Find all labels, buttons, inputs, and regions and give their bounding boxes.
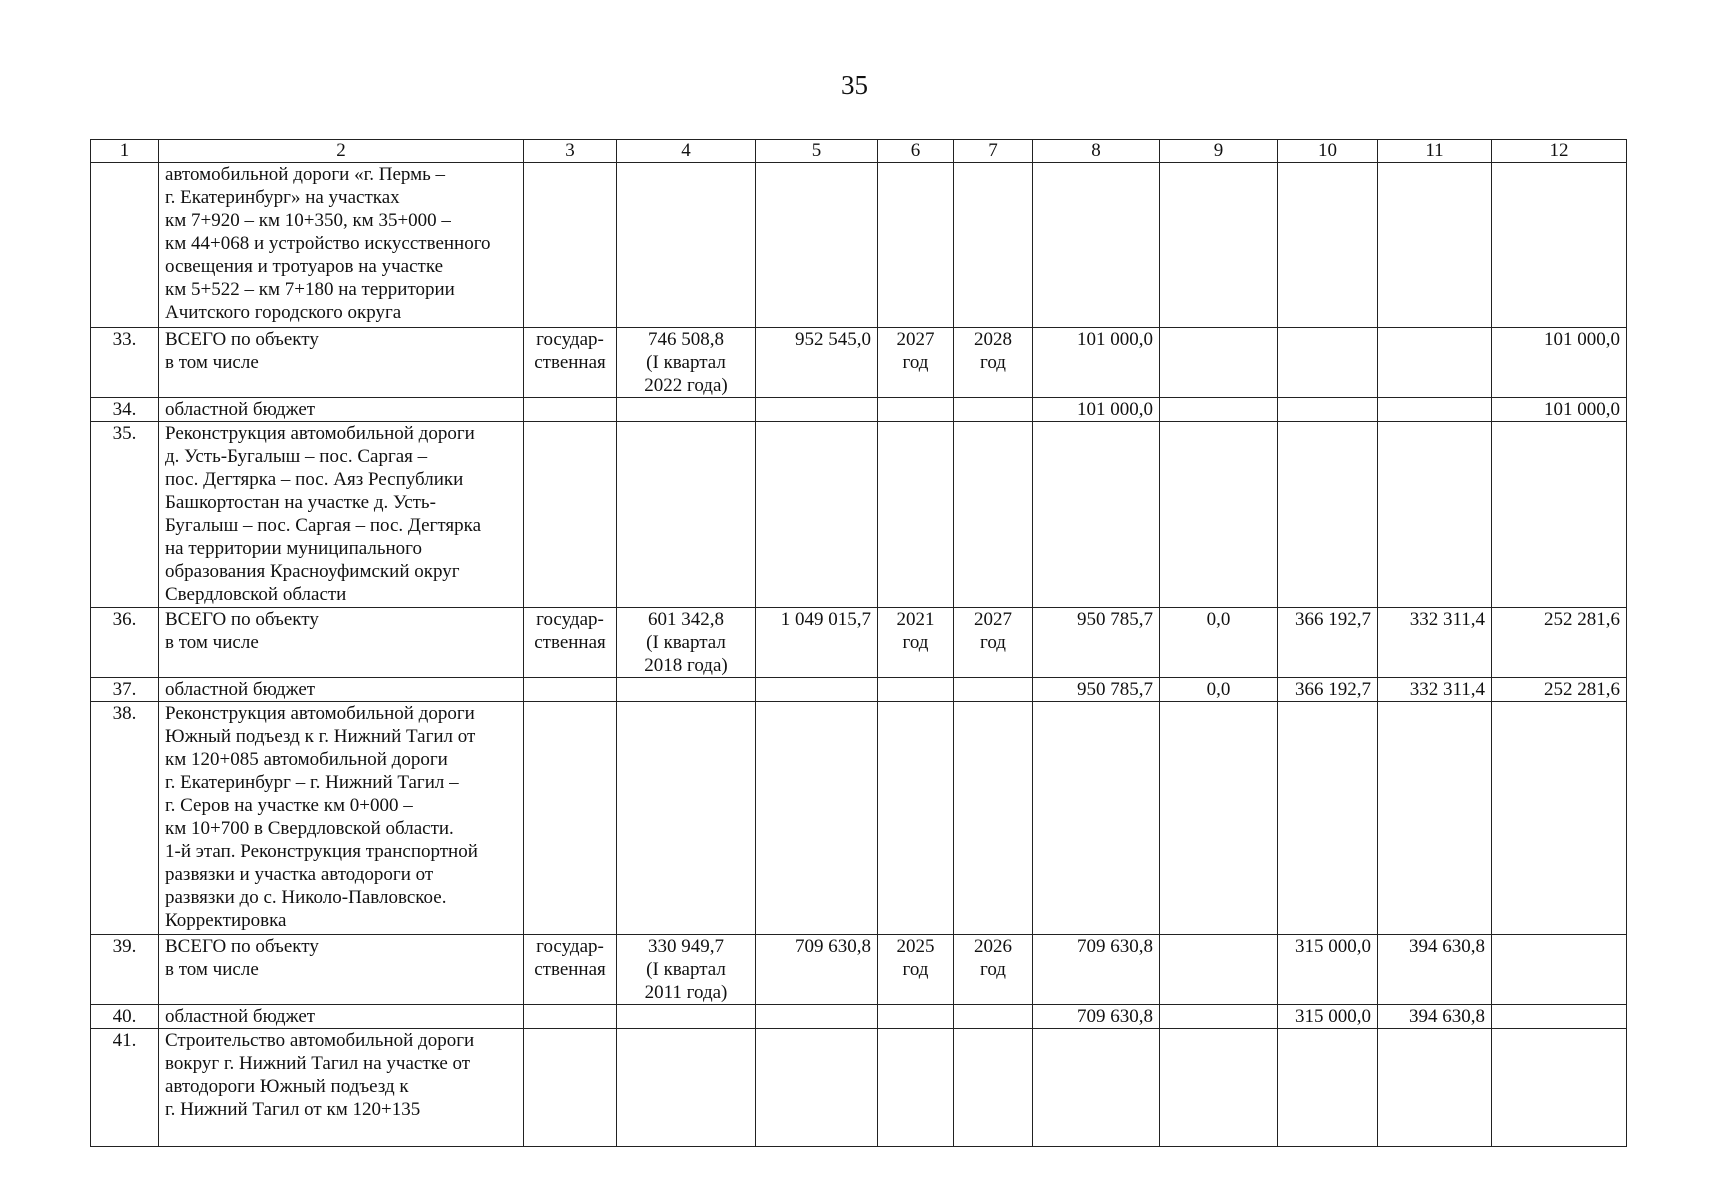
page-number: 35	[841, 70, 868, 100]
object-name-cell: Реконструкция автомобильной дороги д. Усть-Бугалыш – пос. Саргая – пос. Дегтярка – пос. Аяз Республики Башкортостан на участке д. Усть- Бугалыш – пос. Саргая – пос. Дегтярка на территории муниципального образования Красноуфимский округ Свердловской области	[159, 422, 524, 608]
amount-cell	[1378, 163, 1492, 328]
amount-cell	[1492, 1029, 1627, 1147]
end-year-cell	[954, 422, 1033, 608]
column-header: 12	[1492, 140, 1627, 163]
end-year-cell: 2027 год	[954, 608, 1033, 678]
start-year-cell	[878, 398, 954, 422]
row-number-cell: 37.	[91, 678, 159, 702]
row-number-cell: 39.	[91, 935, 159, 1005]
total-cost-cell: 709 630,8	[756, 935, 878, 1005]
amount-cell	[1160, 1005, 1278, 1029]
column-number-header-row	[91, 140, 1627, 163]
amount-cell	[1278, 1029, 1378, 1147]
end-year-cell: 2026 год	[954, 935, 1033, 1005]
start-year-cell: 2021 год	[878, 608, 954, 678]
table-row	[91, 1029, 1627, 1147]
column-header: 7	[954, 140, 1033, 163]
row-number-cell	[91, 163, 159, 328]
total-cost-cell	[756, 422, 878, 608]
amount-cell: 950 785,7	[1033, 608, 1160, 678]
amount-cell	[1278, 163, 1378, 328]
table-row	[91, 702, 1627, 935]
column-header: 8	[1033, 140, 1160, 163]
object-name-cell: автомобильной дороги «г. Пермь – г. Екатеринбург» на участках км 7+920 – км 10+350, км 35+000 – км 44+068 и устройство искусственного освещения и тротуаров на участке км 5+522 – км 7+180 на территории Ачитского городского округа	[159, 163, 524, 328]
total-cost-cell	[756, 702, 878, 935]
column-header: 1	[91, 140, 159, 163]
estimated-cost-cell: 330 949,7 (I квартал 2011 года)	[617, 935, 756, 1005]
table-row	[91, 328, 1627, 398]
amount-cell	[1033, 163, 1160, 328]
object-name-cell: Строительство автомобильной дороги вокруг г. Нижний Тагил на участке от автодороги Южный подъезд к г. Нижний Тагил от км 120+135	[159, 1029, 524, 1147]
table-row	[91, 935, 1627, 1005]
amount-cell	[1160, 398, 1278, 422]
end-year-cell: 2028 год	[954, 328, 1033, 398]
total-cost-cell	[756, 1029, 878, 1147]
amount-cell: 101 000,0	[1033, 328, 1160, 398]
row-number-cell: 35.	[91, 422, 159, 608]
start-year-cell: 2027 год	[878, 328, 954, 398]
estimated-cost-cell	[617, 163, 756, 328]
column-header: 2	[159, 140, 524, 163]
total-cost-cell	[756, 163, 878, 328]
start-year-cell	[878, 702, 954, 935]
estimated-cost-cell	[617, 1029, 756, 1147]
ownership-cell	[524, 422, 617, 608]
amount-cell: 709 630,8	[1033, 935, 1160, 1005]
amount-cell	[1378, 398, 1492, 422]
start-year-cell	[878, 163, 954, 328]
amount-cell: 101 000,0	[1492, 398, 1627, 422]
table-row	[91, 163, 1627, 328]
amount-cell	[1278, 422, 1378, 608]
ownership-cell	[524, 163, 617, 328]
ownership-cell	[524, 1029, 617, 1147]
amount-cell	[1278, 398, 1378, 422]
amount-cell	[1378, 702, 1492, 935]
amount-cell: 101 000,0	[1492, 328, 1627, 398]
amount-cell: 394 630,8	[1378, 935, 1492, 1005]
row-number-cell: 36.	[91, 608, 159, 678]
amount-cell	[1492, 935, 1627, 1005]
estimated-cost-cell	[617, 422, 756, 608]
start-year-cell	[878, 422, 954, 608]
ownership-cell: государ- ственная	[524, 935, 617, 1005]
ownership-cell: государ- ственная	[524, 328, 617, 398]
amount-cell: 252 281,6	[1492, 678, 1627, 702]
column-header: 11	[1378, 140, 1492, 163]
amount-cell: 366 192,7	[1278, 678, 1378, 702]
table-row	[91, 1005, 1627, 1029]
row-number-cell: 38.	[91, 702, 159, 935]
end-year-cell	[954, 398, 1033, 422]
total-cost-cell: 952 545,0	[756, 328, 878, 398]
row-number-cell: 34.	[91, 398, 159, 422]
object-name-cell: областной бюджет	[159, 398, 524, 422]
table-row	[91, 398, 1627, 422]
table-row	[91, 422, 1627, 608]
budget-table	[90, 139, 1627, 1147]
total-cost-cell: 1 049 015,7	[756, 608, 878, 678]
amount-cell	[1160, 935, 1278, 1005]
ownership-cell: государ- ственная	[524, 608, 617, 678]
amount-cell	[1278, 328, 1378, 398]
estimated-cost-cell: 601 342,8 (I квартал 2018 года)	[617, 608, 756, 678]
start-year-cell	[878, 1029, 954, 1147]
end-year-cell	[954, 163, 1033, 328]
amount-cell	[1160, 702, 1278, 935]
amount-cell	[1160, 1029, 1278, 1147]
amount-cell: 101 000,0	[1033, 398, 1160, 422]
row-number-cell: 33.	[91, 328, 159, 398]
amount-cell	[1033, 1029, 1160, 1147]
amount-cell: 950 785,7	[1033, 678, 1160, 702]
amount-cell	[1160, 163, 1278, 328]
estimated-cost-cell	[617, 398, 756, 422]
amount-cell: 0,0	[1160, 678, 1278, 702]
column-header: 6	[878, 140, 954, 163]
row-number-cell: 41.	[91, 1029, 159, 1147]
amount-cell	[1160, 422, 1278, 608]
estimated-cost-cell: 746 508,8 (I квартал 2022 года)	[617, 328, 756, 398]
object-name-cell: областной бюджет	[159, 678, 524, 702]
object-name-cell: ВСЕГО по объекту в том числе	[159, 328, 524, 398]
ownership-cell	[524, 678, 617, 702]
column-header: 10	[1278, 140, 1378, 163]
object-name-cell: Реконструкция автомобильной дороги Южный подъезд к г. Нижний Тагил от км 120+085 автомобильной дороги г. Екатеринбург – г. Нижний Тагил – г. Серов на участке км 0+000 – км 10+700 в Свердловской области. 1-й этап. Реконструкция транспортной развязки и участка автодороги от развязки до с. Николо-Павловское. Корректировка	[159, 702, 524, 935]
amount-cell: 252 281,6	[1492, 608, 1627, 678]
total-cost-cell	[756, 678, 878, 702]
amount-cell	[1378, 422, 1492, 608]
column-header: 9	[1160, 140, 1278, 163]
end-year-cell	[954, 1029, 1033, 1147]
estimated-cost-cell	[617, 678, 756, 702]
amount-cell: 315 000,0	[1278, 935, 1378, 1005]
start-year-cell: 2025 год	[878, 935, 954, 1005]
object-name-cell: ВСЕГО по объекту в том числе	[159, 608, 524, 678]
total-cost-cell	[756, 1005, 878, 1029]
amount-cell	[1378, 1029, 1492, 1147]
end-year-cell	[954, 702, 1033, 935]
start-year-cell	[878, 1005, 954, 1029]
amount-cell	[1492, 422, 1627, 608]
column-header: 3	[524, 140, 617, 163]
table-row	[91, 678, 1627, 702]
table-row	[91, 608, 1627, 678]
total-cost-cell	[756, 398, 878, 422]
row-number-cell: 40.	[91, 1005, 159, 1029]
amount-cell	[1278, 702, 1378, 935]
amount-cell	[1033, 702, 1160, 935]
end-year-cell	[954, 1005, 1033, 1029]
ownership-cell	[524, 702, 617, 935]
amount-cell	[1160, 328, 1278, 398]
object-name-cell: областной бюджет	[159, 1005, 524, 1029]
object-name-cell: ВСЕГО по объекту в том числе	[159, 935, 524, 1005]
ownership-cell	[524, 398, 617, 422]
estimated-cost-cell	[617, 702, 756, 935]
column-header: 4	[617, 140, 756, 163]
amount-cell	[1492, 163, 1627, 328]
amount-cell: 332 311,4	[1378, 608, 1492, 678]
end-year-cell	[954, 678, 1033, 702]
amount-cell	[1492, 702, 1627, 935]
amount-cell: 709 630,8	[1033, 1005, 1160, 1029]
amount-cell	[1378, 328, 1492, 398]
column-header: 5	[756, 140, 878, 163]
amount-cell	[1033, 422, 1160, 608]
amount-cell: 394 630,8	[1378, 1005, 1492, 1029]
ownership-cell	[524, 1005, 617, 1029]
amount-cell: 366 192,7	[1278, 608, 1378, 678]
amount-cell: 0,0	[1160, 608, 1278, 678]
amount-cell: 315 000,0	[1278, 1005, 1378, 1029]
amount-cell: 332 311,4	[1378, 678, 1492, 702]
estimated-cost-cell	[617, 1005, 756, 1029]
amount-cell	[1492, 1005, 1627, 1029]
start-year-cell	[878, 678, 954, 702]
